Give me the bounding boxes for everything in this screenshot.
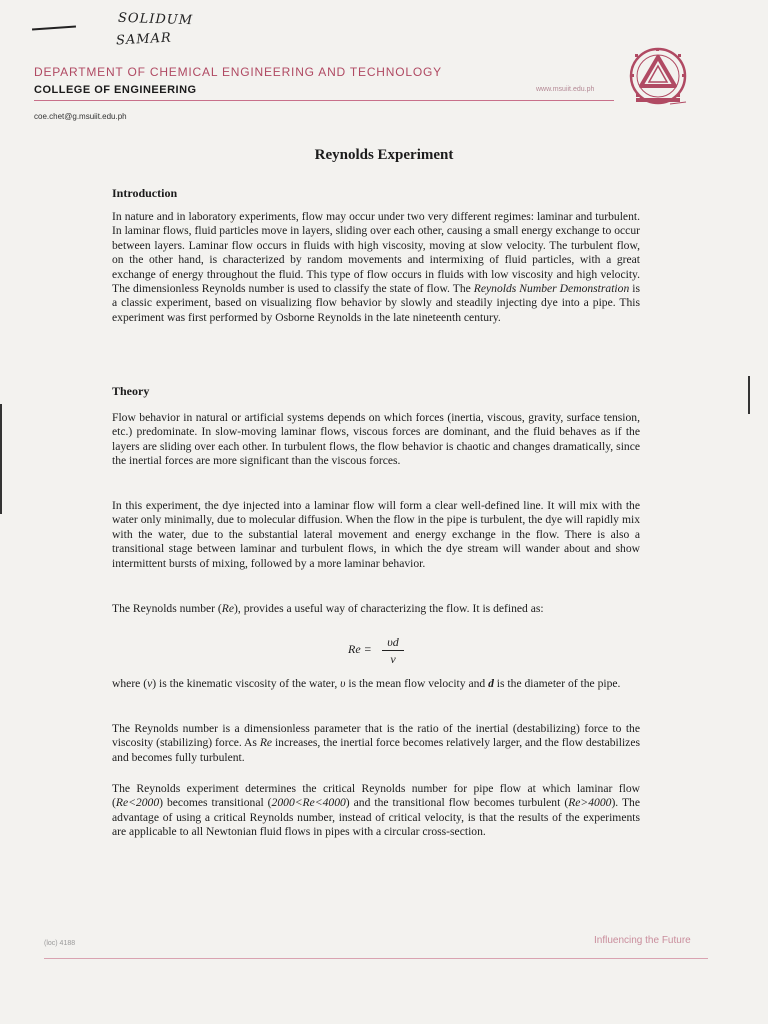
fraction-bar [382,650,404,651]
intro-text-2: is a classic experiment, based on visualizing flow behavior by slowly and steadily injecting dye into a pipe. This experiment was first performed by Osborne Reynolds in the late nineteenth century. [112,282,640,324]
formula-numerator: υd [387,635,399,649]
t4-b: increases, the inertial force becomes relatively larger, and the flow destabilizes and becomes fully turbulent. [112,736,640,764]
department-name: DEPARTMENT OF CHEMICAL ENGINEERING AND TECHNOLOGY [34,65,442,79]
t3-re: Re [221,602,235,615]
letterhead-divider [34,100,614,101]
handwritten-stroke [32,25,76,30]
w-v: υ [340,677,346,690]
w-a: where ( [112,677,148,690]
handwritten-name-1: SOLIDUM [117,10,194,29]
t5-d: ). The advantage of using a critical Reynolds number, instead of critical velocity, is that the results of the experiments are applicable to all Newtonian fluid flows in pipes with a circular cross-section. [112,796,641,839]
introduction-heading: Introduction [112,186,178,200]
t5-b: ) becomes transitional ( [159,796,272,810]
theory-heading: Theory [112,384,150,398]
t3-b: ), provides a useful way of characterizing the flow. It is defined as: [234,602,544,615]
t4-re: Re [259,736,273,750]
footer-divider [44,958,708,959]
w-b: ) is the kinematic viscosity of the water, [152,677,341,690]
formula-denominator: ν [390,652,396,666]
where-paragraph [112,677,640,691]
theory-paragraph-2: In this experiment, the dye injected into a laminar flow will form a clear well-defined line. It will mix with the water only minimally, due to molecular diffusion. When the flow in the pipe is turbulent, the dye will rapidly mix with the water, due to the substantial lateral movement and energy exchange in the flow. There is also a transitional stage between laminar and turbulent flows, in which the dye stream will wander about and show intermittent bursts of mixing, followed by a more laminar behavior. [112,499,640,570]
introduction-paragraph [112,210,640,325]
theory-paragraph-4 [112,722,640,765]
theory-paragraph-1: Flow behavior in natural or artificial systems depends on which forces (inertia, viscous, gravity, surface tension, etc.) predominate. In slow-moving laminar flows, viscous forces are dominant, and the fluid behaves as if the layers are sliding over each other. In turbulent flows, the flow behavior is chaotic and changes dramatically, since the inertial forces are more significant than the viscous forces. [112,411,640,468]
formula-lhs: Re = [348,642,372,656]
college-name: COLLEGE OF ENGINEERING [34,84,197,96]
footer-tagline: Influencing the Future [594,935,691,946]
handwritten-name-2: SAMAR [115,30,173,49]
w-d: d [488,677,494,690]
intro-italic-term: Reynolds Number Demonstration [473,282,630,296]
t5-r3: Re>4000 [568,796,612,810]
t3-a: The Reynolds number ( [112,602,222,615]
theory-paragraph-3 [112,602,640,616]
theory-paragraph-5 [112,782,640,840]
contact-email: coe.chet@g.msuiit.edu.ph [34,112,127,121]
intro-text-1: In nature and in laboratory experiments, flow may occur under two very different regimes: laminar and turbulent. In laminar flows, fluid particles move in layers, sliding over each other, causing a small energy exchange to occur between layers. Laminar flow occurs in fluids with high viscosity, moving at slow velocity. The turbulent flow, on the other hand, is characterized by random movements and intermixing of fluid particles, with a great exchange of energy throughout the fluid. This type of flow occurs in fluids with low viscosity and high velocity. The dimensionless Reynolds number is used to classify the state of flow. The [112,210,640,296]
t5-a: The Reynolds experiment determines the critical Reynolds number for pipe flow at which laminar flow ( [112,782,640,810]
t5-r1: Re<2000 [115,796,160,810]
formula-fraction [382,635,404,666]
footer-doc-code: (loc) 4188 [44,940,76,947]
website-url: www.msuiit.edu.ph [536,86,595,93]
scan-artifact-left [0,404,2,514]
college-logo-icon [628,46,688,108]
w-c: is the mean flow velocity and [345,677,489,690]
document-title: Reynolds Experiment [314,147,454,163]
t5-r2: 2000<Re<4000 [271,796,346,810]
scan-artifact-right [748,376,750,414]
t4-a: The Reynolds number is a dimensionless parameter that is the ratio of the inertial (destabilizing) force to the viscosity (stabilizing) force. As [112,722,640,750]
t5-c: ) and the transitional flow becomes turbulent ( [345,796,569,810]
w-e: is the diameter of the pipe. [493,677,621,690]
w-nu: ν [147,677,153,690]
